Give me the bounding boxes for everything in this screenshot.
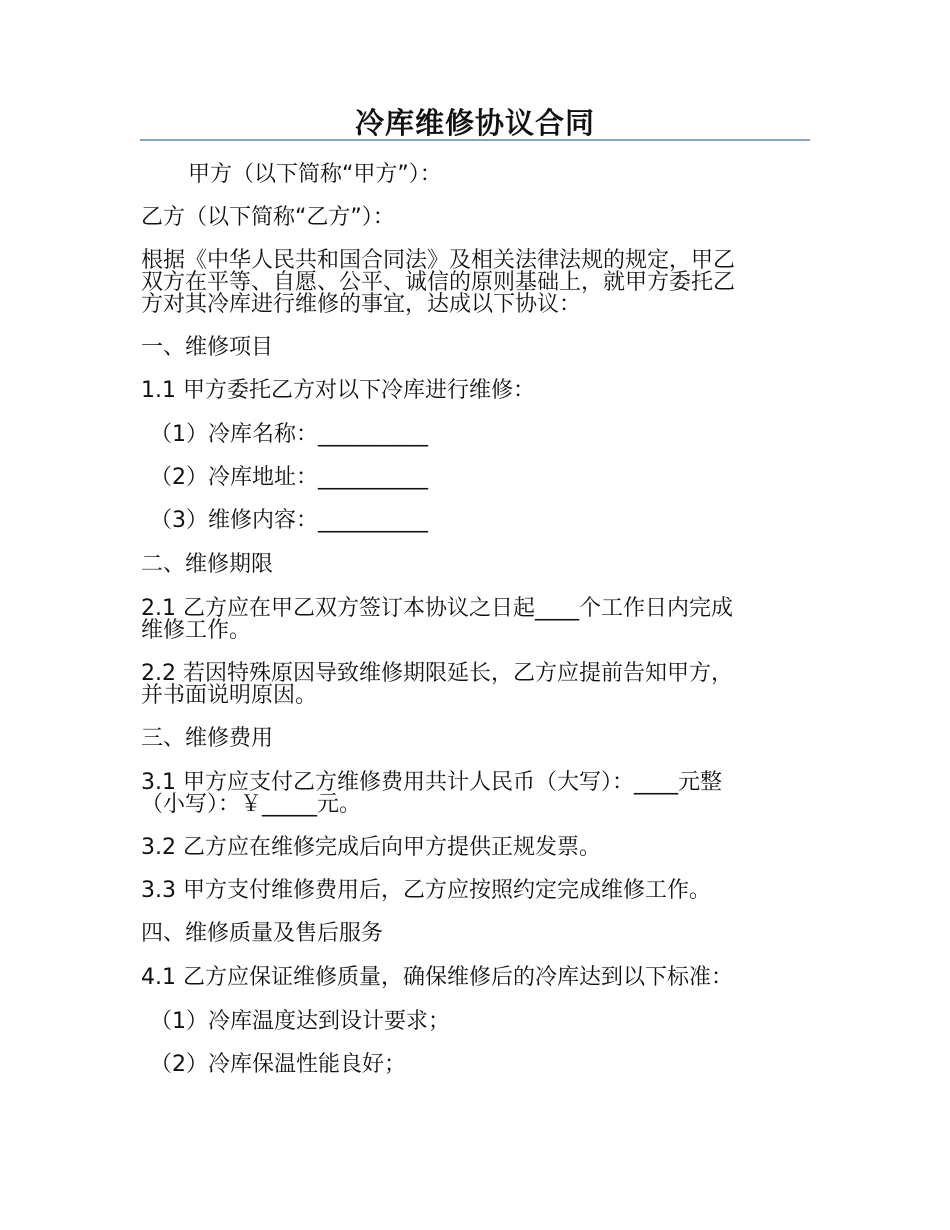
clause-3-1-line-2: （小写）：￥_____元。 <box>141 792 362 817</box>
section-4-heading: 四、维修质量及售后服务 <box>141 921 384 946</box>
clause-4-1: 4.1 乙方应保证维修质量，确保维修后的冷库达到以下标准： <box>141 965 733 990</box>
section-4-item-2: （2）冷库保温性能良好； <box>150 1052 406 1077</box>
section-2-heading: 二、维修期限 <box>141 552 274 577</box>
title-underline <box>140 139 810 141</box>
party-a-line: 甲方（以下简称“甲方”）： <box>188 162 442 187</box>
clause-2-2-line-2: 并书面说明原因。 <box>141 683 318 708</box>
document-title: 冷库维修协议合同 <box>354 106 595 140</box>
section-4-item-1: （1）冷库温度达到设计要求； <box>150 1009 450 1034</box>
clause-3-1-line-1: 3.1 甲方应支付乙方维修费用共计人民币（大写）：____元整 <box>141 770 722 795</box>
section-3-heading: 三、维修费用 <box>141 726 274 751</box>
clause-2-1-line-1: 2.1 乙方应在甲乙双方签订本协议之日起____个工作日内完成 <box>141 596 733 621</box>
section-1-item-2: （2）冷库地址：__________ <box>150 465 428 490</box>
preamble-line-2: 双方在平等、自愿、公平、诚信的原则基础上，就甲方委托乙 <box>141 270 736 295</box>
preamble-line-1: 根据《中华人民共和国合同法》及相关法律法规的规定，甲乙 <box>141 248 736 273</box>
party-b-line: 乙方（以下简称“乙方”）： <box>141 205 395 230</box>
section-1-item-3: （3）维修内容：__________ <box>150 508 428 533</box>
clause-3-2: 3.2 乙方应在维修完成后向甲方提供正规发票。 <box>141 835 601 860</box>
clause-2-1-line-2: 维修工作。 <box>141 618 252 643</box>
preamble-line-3: 方对其冷库进行维修的事宜，达成以下协议： <box>141 292 582 317</box>
clause-1-1: 1.1 甲方委托乙方对以下冷库进行维修： <box>141 378 535 403</box>
clause-2-2-line-1: 2.2 若因特殊原因导致维修期限延长，乙方应提前告知甲方， <box>141 661 733 686</box>
clause-3-3: 3.3 甲方支付维修费用后，乙方应按照约定完成维修工作。 <box>141 878 711 903</box>
section-1-heading: 一、维修项目 <box>141 335 274 360</box>
section-1-item-1: （1）冷库名称：__________ <box>150 422 428 447</box>
